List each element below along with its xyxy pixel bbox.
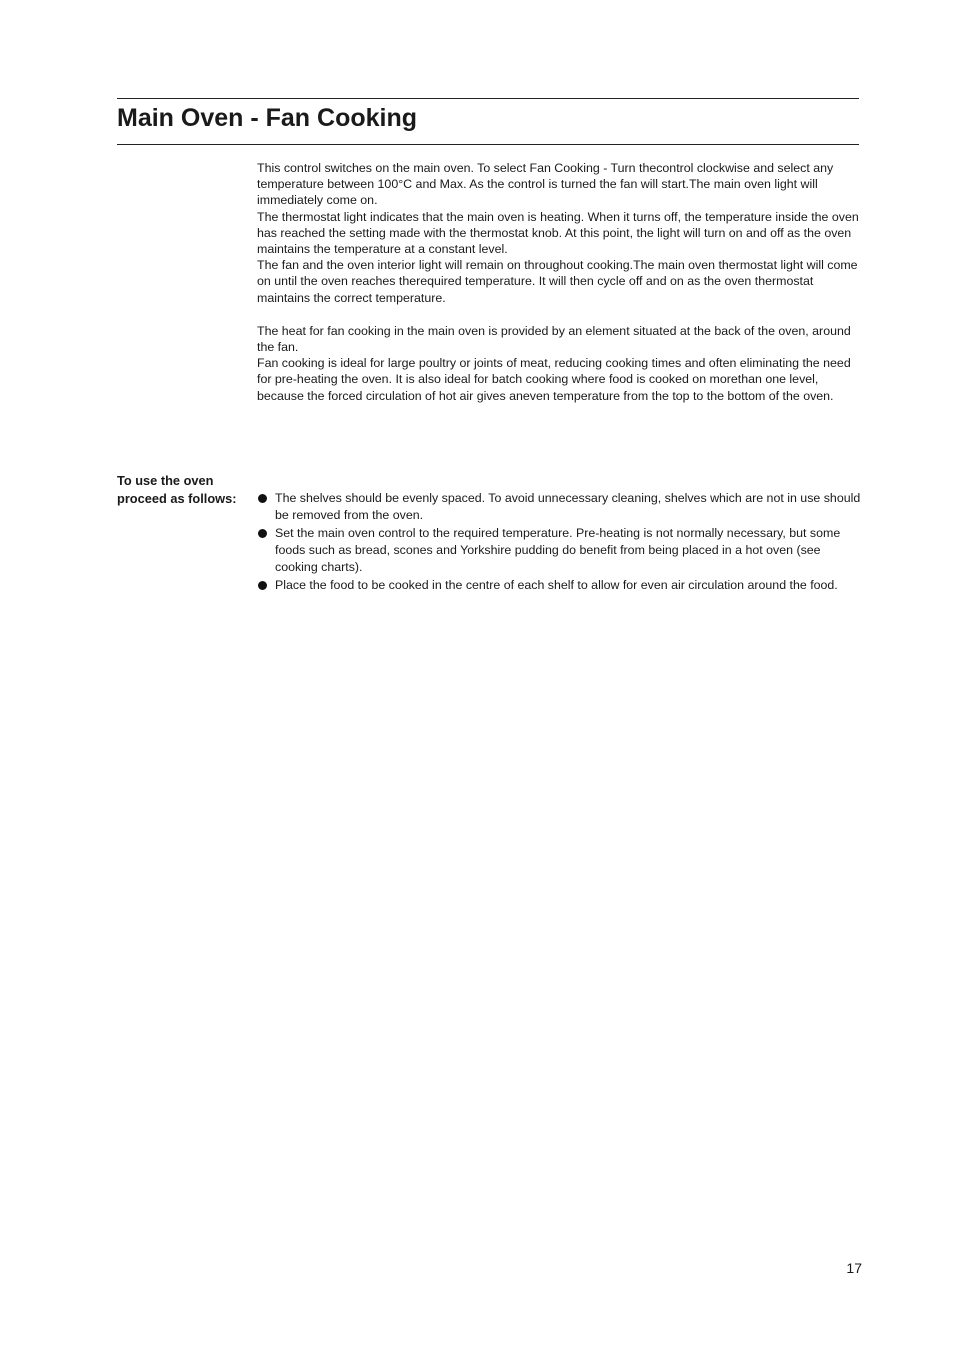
list-item <box>257 577 861 594</box>
page-number: 17 <box>846 1260 862 1276</box>
side-label-line: proceed as follows: <box>117 490 237 506</box>
list-item <box>257 490 861 524</box>
title-top-rule <box>117 98 859 99</box>
list-item <box>257 525 861 576</box>
intro-text-block <box>257 160 861 404</box>
intro-paragraph: The fan and the oven interior light will remain on throughout cooking.The main oven thermostat light will come on until the oven reaches therequired temperature. It will then cycle off and on as the oven thermostat maintains the correct temperature. <box>257 258 858 305</box>
instructions-side-label <box>117 472 257 507</box>
bullet-icon <box>258 529 267 538</box>
page-title: Main Oven - Fan Cooking <box>117 104 418 132</box>
bullet-icon <box>258 494 267 503</box>
intro-paragraph: The heat for fan cooking in the main oven is provided by an element situated at the back of the oven, around the fan. <box>257 323 851 355</box>
paragraph-spacer <box>257 306 861 323</box>
intro-paragraph: The thermostat light indicates that the main oven is heating. When it turns off, the temperature inside the oven has reached the setting made with the thermostat knob. At this point, the light will turn on and off as the oven maintains the temperature at a constant level. <box>257 209 859 257</box>
side-label-line: To use the oven <box>117 473 214 488</box>
bullet-icon <box>258 581 267 590</box>
list-item-text: Place the food to be cooked in the centre of each shelf to allow for even air circulation around the food. <box>275 578 838 592</box>
list-item-text: The shelves should be evenly spaced. To avoid unnecessary cleaning, shelves which are not in use should be removed from the oven. <box>275 491 861 522</box>
list-item-text: Set the main oven control to the required temperature. Pre-heating is not normally necessary, but some foods such as bread, scones and Yorkshire pudding do benefit from being placed in a hot oven (see cooking charts). <box>275 526 841 574</box>
title-bottom-rule <box>117 144 859 145</box>
intro-paragraph: This control switches on the main oven. To select Fan Cooking - Turn thecontrol clockwise and select any temperature between 100°C and Max. As the control is turned the fan will start.The main oven light will immediately come on. <box>257 161 834 208</box>
instructions-list <box>257 490 861 595</box>
intro-paragraph: Fan cooking is ideal for large poultry or joints of meat, reducing cooking times and often eliminating the need for pre-heating the oven. It is also ideal for batch cooking where food is cooked on morethan one level, because the forced circulation of hot air gives aneven temperature from the top to the bottom of the oven. <box>257 356 851 403</box>
